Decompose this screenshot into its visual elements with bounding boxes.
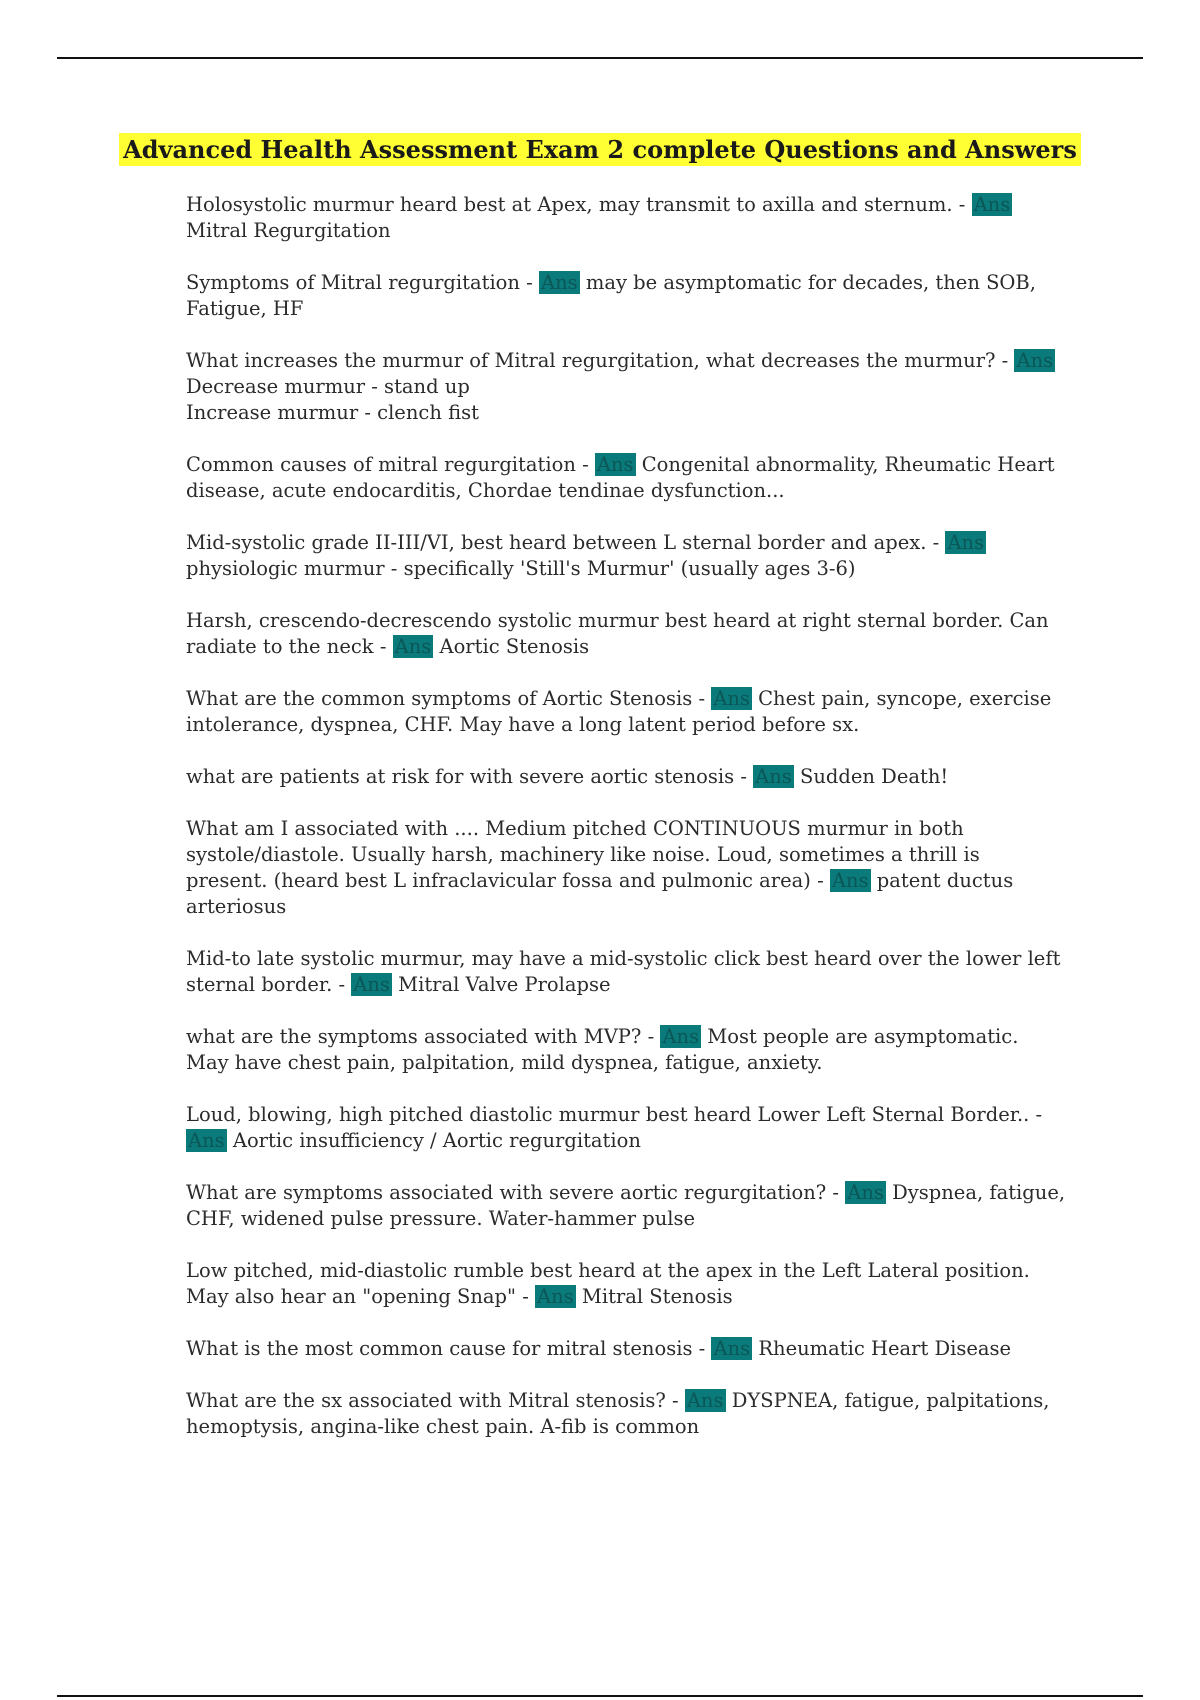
ans-marker: Ans	[540, 271, 578, 294]
answer-text: Aortic insufficiency / Aortic regurgitation	[232, 1129, 641, 1152]
answer-text: Most people are asymptomatic. May have chest pain, palpitation, mild dyspnea, fatigue, anxiety.	[186, 1025, 1019, 1074]
ans-marker: Ans	[353, 973, 390, 996]
page-title	[0, 134, 1200, 166]
question-text: What are the common symptoms of Aortic Stenosis	[186, 687, 693, 710]
question-text: Low pitched, mid-diastolic rumble best heard at the apex in the Left Lateral position. May also hear an "opening Snap"	[186, 1259, 1030, 1308]
separator: -	[332, 973, 352, 996]
question-text: Mid-to late systolic murmur, may have a mid-systolic click best heard over the lower left sternal border.	[186, 947, 1061, 996]
qa-item	[186, 1336, 1066, 1362]
separator: -	[373, 635, 393, 658]
question-text: Mid-systolic grade II-III/VI, best heard between L sternal border and apex.	[186, 531, 927, 554]
qa-item	[186, 686, 1066, 738]
qa-item	[186, 1258, 1066, 1310]
question-text: Holosystolic murmur heard best at Apex, may transmit to axilla and sternum.	[186, 193, 953, 216]
ans-marker: Ans	[596, 453, 634, 476]
question-text: What is the most common cause for mitral stenosis	[186, 1337, 693, 1360]
separator: -	[641, 1025, 661, 1048]
ans-marker: Ans	[831, 869, 869, 892]
ans-marker: Ans	[847, 1181, 884, 1204]
answer-text: Mitral Stenosis	[581, 1285, 733, 1308]
question-text: Symptoms of Mitral regurgitation	[186, 271, 520, 294]
qa-item	[186, 608, 1066, 660]
question-text: Common causes of mitral regurgitation	[186, 453, 576, 476]
qa-item	[186, 452, 1066, 504]
qa-item	[186, 1388, 1066, 1440]
answer-text: Sudden Death!	[800, 765, 949, 788]
separator: -	[519, 271, 539, 294]
qa-item	[186, 192, 1066, 244]
answer-text: may be asymptomatic for decades, then SOB, Fatigue, HF	[186, 271, 1036, 320]
qa-item	[186, 530, 1066, 582]
separator: -	[1029, 1103, 1043, 1126]
qa-item	[186, 1180, 1066, 1232]
separator: -	[810, 869, 830, 892]
separator: -	[995, 349, 1015, 372]
ans-marker: Ans	[947, 531, 985, 554]
question-text: What are symptoms associated with severe aortic regurgitation?	[186, 1181, 827, 1204]
question-text: What are the sx associated with Mitral stenosis?	[186, 1389, 666, 1412]
question-text: What increases the murmur of Mitral regurgitation, what decreases the murmur?	[186, 349, 996, 372]
qa-item	[186, 816, 1066, 920]
qa-list	[186, 192, 1066, 1466]
qa-item	[186, 270, 1066, 322]
answer-text: patent ductus arteriosus	[186, 869, 1014, 918]
ans-marker: Ans	[713, 1337, 751, 1360]
answer-text: Chest pain, syncope, exercise intolerance, dyspnea, CHF. May have a long latent period before sx.	[186, 687, 1052, 736]
ans-marker: Ans	[755, 765, 792, 788]
answer-line: Decrease murmur - stand up	[186, 375, 470, 398]
answer-text: Dyspnea, fatigue, CHF, widened pulse pressure. Water-hammer pulse	[186, 1181, 1066, 1230]
qa-item	[186, 348, 1066, 426]
separator: -	[826, 1181, 846, 1204]
question-text: Loud, blowing, high pitched diastolic murmur best heard Lower Left Sternal Border..	[186, 1103, 1030, 1126]
qa-item	[186, 764, 1066, 790]
ans-marker: Ans	[394, 635, 432, 658]
ans-marker: Ans	[537, 1285, 574, 1308]
answer-text: Mitral Valve Prolapse	[398, 973, 611, 996]
separator: -	[926, 531, 946, 554]
question-text: what are the symptoms associated with MVP?	[186, 1025, 642, 1048]
bottom-rule	[57, 1695, 1143, 1697]
question-text: what are patients at risk for with severe aortic stenosis	[186, 765, 735, 788]
answer-text: Aortic Stenosis	[439, 635, 590, 658]
ans-marker: Ans	[973, 193, 1011, 216]
ans-marker: Ans	[662, 1025, 700, 1048]
separator: -	[516, 1285, 536, 1308]
separator: -	[952, 193, 972, 216]
answer-text: Rheumatic Heart Disease	[758, 1337, 1012, 1360]
ans-marker: Ans	[188, 1129, 225, 1152]
ans-marker: Ans	[686, 1389, 724, 1412]
answer-text: Congenital abnormality, Rheumatic Heart disease, acute endocarditis, Chordae tendinae dysfunction...	[186, 453, 1055, 502]
separator: -	[665, 1389, 685, 1412]
qa-item	[186, 1102, 1066, 1154]
separator: -	[692, 1337, 712, 1360]
separator: -	[575, 453, 595, 476]
separator: -	[692, 687, 712, 710]
answer-text: physiologic murmur - specifically 'Still's Murmur' (usually ages 3-6)	[186, 557, 856, 580]
page-title-text: Advanced Health Assessment Exam 2 complete Questions and Answers	[119, 133, 1081, 166]
ans-marker: Ans	[1016, 349, 1054, 372]
qa-item	[186, 1024, 1066, 1076]
answer-text: DYSPNEA, fatigue, palpitations, hemoptysis, angina-like chest pain. A-fib is common	[186, 1389, 1050, 1438]
question-text: Harsh, crescendo-decrescendo systolic murmur best heard at right sternal border. Can radiate to the neck	[186, 609, 1049, 658]
ans-marker: Ans	[713, 687, 750, 710]
separator: -	[734, 765, 754, 788]
question-text: What am I associated with .... Medium pitched CONTINUOUS murmur in both systole/diastole. Usually harsh, machinery like noise. Loud, sometimes a thrill is present. (heard best L infraclavicular fossa and pulmonic area)	[186, 817, 980, 892]
top-rule	[57, 57, 1143, 59]
answer-text: Mitral Regurgitation	[186, 219, 391, 242]
answer-line: Increase murmur - clench fist	[186, 401, 479, 424]
qa-item	[186, 946, 1066, 998]
